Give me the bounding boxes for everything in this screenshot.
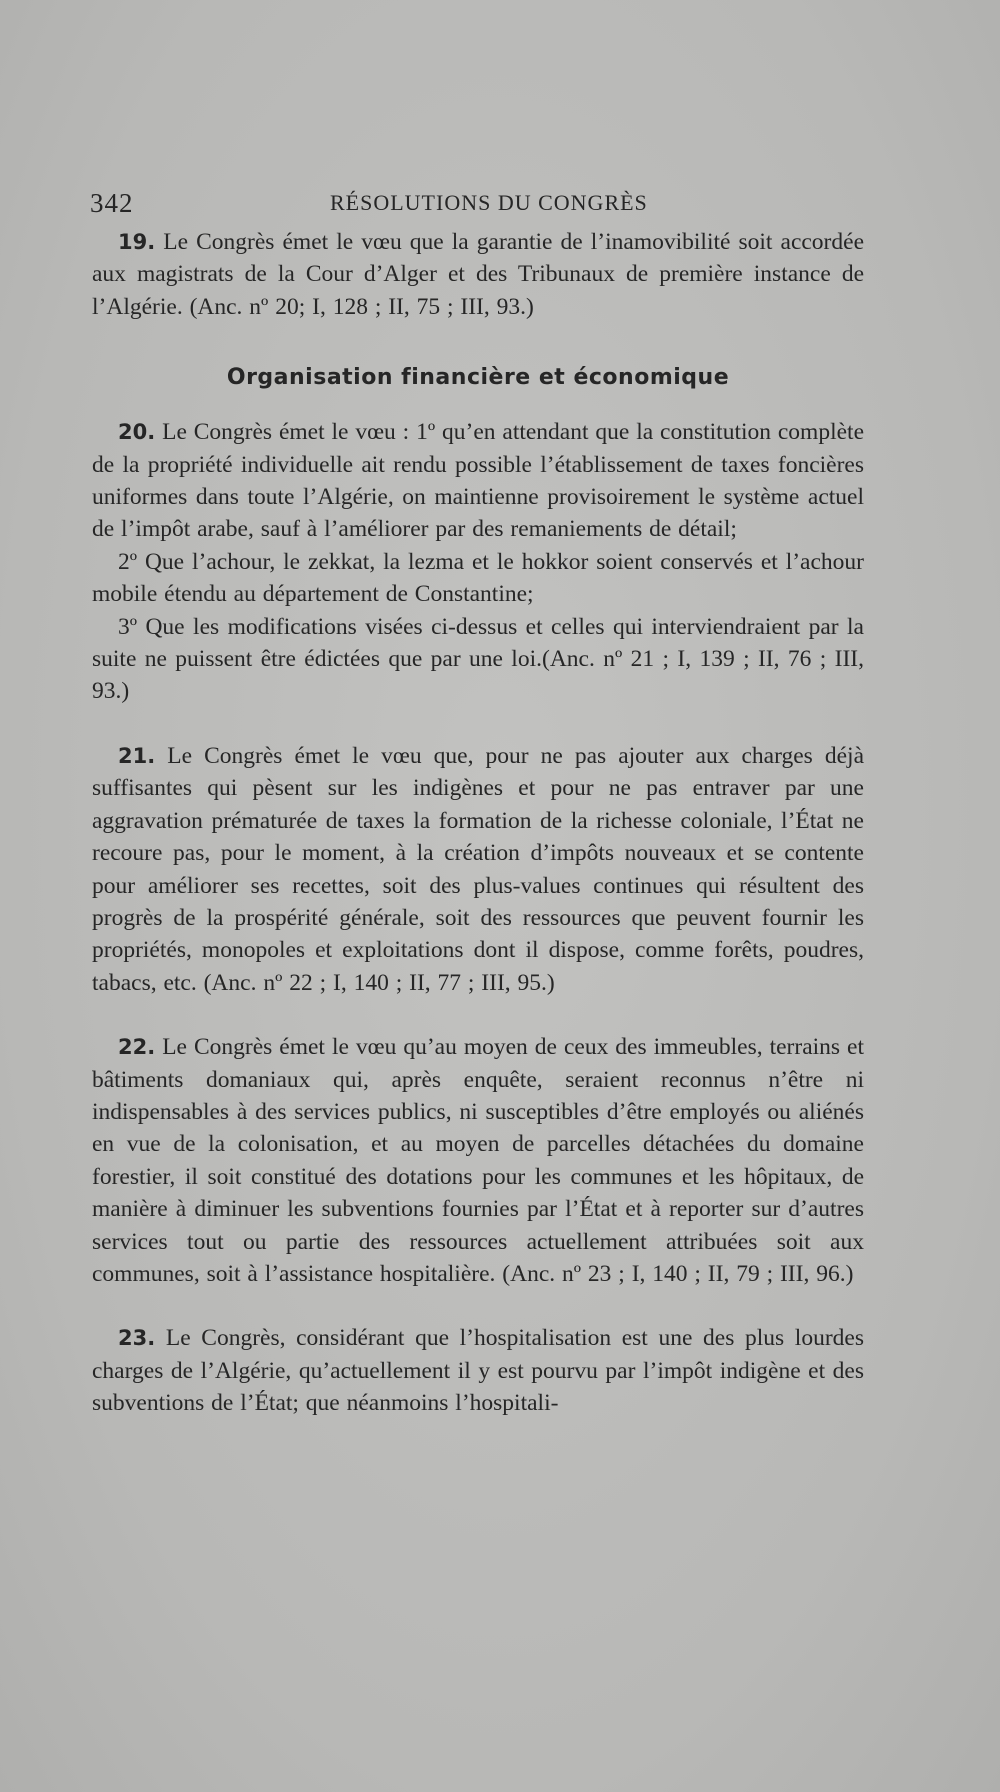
section-heading: Organisation financière et économique: [226, 365, 730, 391]
resolution-20-point-2: [92, 546, 864, 611]
resolution-19: [92, 226, 864, 323]
running-title: RÉSOLUTIONS DU CONGRÈS: [330, 190, 648, 215]
resolution-text: Le Congrès, considérant que l’hospitalisation est une des plus lourdes charges de l’Algérie, qu’actuellement il y est pourvu par l’impôt indigène et des subventions de l’État; que néanmoins l’hospitali-: [92, 1325, 864, 1417]
resolution-number: 19.: [118, 230, 156, 254]
resolution-text: 2º Que l’achour, le zekkat, la lezma et le hokkor soient conservés et l’achour mobile étendu au département de Constantine;: [92, 548, 864, 608]
resolution-text: 3º Que les modifications visées ci-dessus et celles qui interviendraient par la suite ne puissent être édictées que par une loi.(Anc. nº 21 ; I, 139 ; II, 76 ; III, 93.): [92, 613, 864, 705]
page-number: 342: [90, 188, 134, 218]
resolution-number: 23.: [118, 1326, 156, 1351]
resolution-20: [92, 416, 864, 546]
resolution-23: [92, 1322, 864, 1419]
resolution-text: Le Congrès émet le vœu que, pour ne pas ajouter aux charges déjà suffisantes qui pèsent sur les indigènes et pour ne pas entraver par une aggravation prématurée de taxes la formation de la richesse coloniale, l’État ne recoure pas, pour le moment, à la création d’impôts nouveaux et se contente pour améliorer ses recettes, soit des plus-values continues qui résultent des progrès de la prospérité générale, soit des ressources que peuvent fournir les propriétés, monopoles et exploitations dont il dispose, comme forêts, poudres, tabacs, etc. (Anc. nº 22 ; I, 140 ; II, 77 ; III, 95.): [92, 742, 865, 996]
resolution-text: Le Congrès émet le vœu qu’au moyen de ceux des immeubles, terrains et bâtiments domaniaux qui, après enquête, seraient reconnus n’être ni indispensables à des services publics, ni susceptibles d’être employés ou aliénés en vue de la colonisation, et au moyen de parcelles détachées du domaine forestier, il soit constitué des dotations pour les communes et les hôpitaux, de manière à diminuer les subventions fournies par l’État et à reporter sur d’autres services tout ou partie des ressources actuellement attribuées soit aux communes, soit à l’assistance hospitalière. (Anc. nº 23 ; I, 140 ; II, 79 ; III, 96.): [92, 1034, 865, 1287]
resolution-number: 20.: [118, 420, 156, 445]
resolution-number: 21.: [118, 743, 156, 768]
resolution-number: 22.: [118, 1035, 156, 1060]
resolution-text: Le Congrès émet le vœu : 1º qu’en attendant que la constitution complète de la propriété individuelle ait rendu possible l’établissement de taxes foncières uniformes dans toute l’Algérie, on maintienne provisoirement le système actuel de l’impôt arabe, sauf à l’améliorer par des remaniements de détail;: [92, 419, 865, 543]
resolution-22: [92, 1031, 864, 1290]
resolution-20-point-3: [92, 611, 864, 708]
resolution-text: Le Congrès émet le vœu que la garantie de l’inamovibilité soit accordée aux magistrats de la Cour d’Alger et des Tribunaux de première instance de l’Algérie. (Anc. nº 20; I, 128 ; II, 75 ; III, 93.): [92, 229, 864, 320]
body-text: [92, 226, 864, 1420]
running-head: [90, 188, 870, 218]
resolution-21: [92, 740, 864, 999]
